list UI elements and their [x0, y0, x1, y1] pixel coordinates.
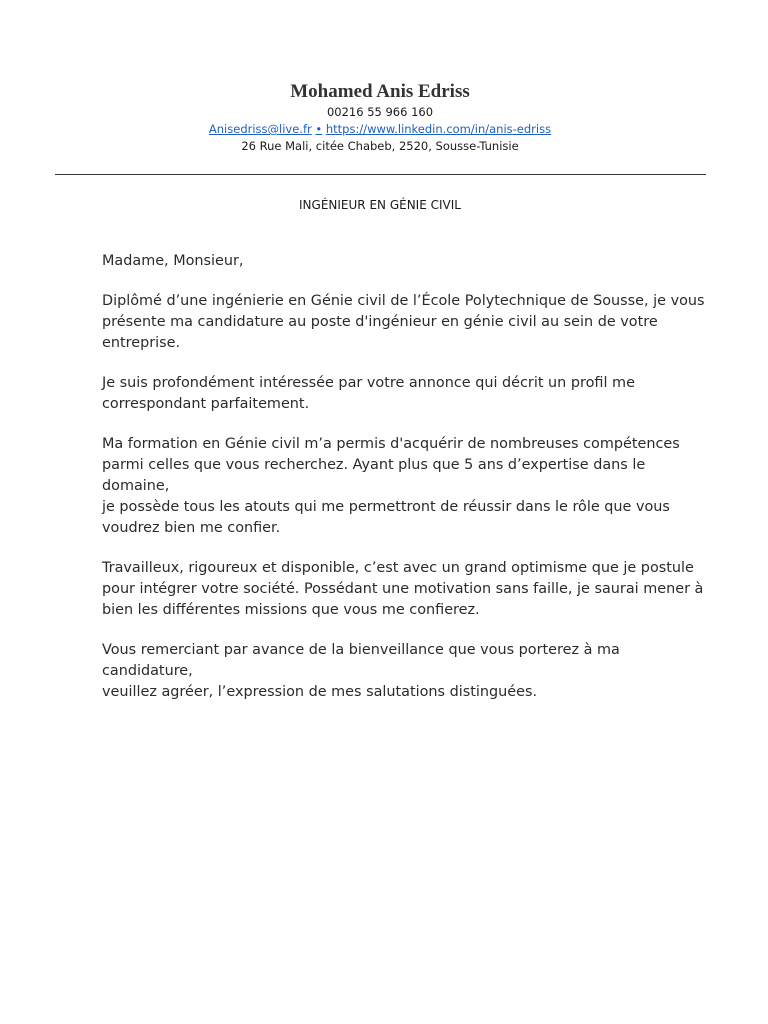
salutation: Madame, Monsieur,	[102, 253, 244, 269]
sender-phone: 00216 55 966 160	[326, 105, 434, 119]
sender-address: 26 Rue Mali, citée Chabeb, 2520, Sousse-Tunisie	[241, 139, 519, 153]
paragraph-training: Ma formation en Génie civil m’a permis d'acquérir de nombreuses compétences parmi celles que vous recherchez. Ayant plus que 5 ans d’expertise dans le domaine, je possède tous les atouts qui me permettront de réussir dans le rôle que vous voudrez bien me confier.	[102, 436, 680, 536]
email-link[interactable]: Anisedriss@live.fr	[208, 122, 312, 136]
sender-online-contacts	[0, 121, 760, 138]
sender-name: Mohamed Anis Edriss	[290, 81, 470, 102]
letter-body	[102, 251, 712, 722]
paragraph-qualities: Travailleux, rigoureux et disponible, c’est avec un grand optimisme que je postule pour intégrer votre société. Possédant une motivation sans faille, je saurai mener à bien les différentes missions que vous me confierez.	[102, 560, 704, 618]
paragraph-intro: Diplômé d’une ingénierie en Génie civil de l’École Polytechnique de Sousse, je vous présente ma candidature au poste d'ingénieur en génie civil au sein de votre entreprise.	[102, 293, 705, 351]
header-divider	[55, 174, 706, 175]
bullet-separator: •	[315, 122, 323, 136]
linkedin-link[interactable]: https://www.linkedin.com/in/anis-edriss	[325, 122, 552, 136]
paragraph-interest: Je suis profondément intéressée par votre annonce qui décrit un profil me correspondant parfaitement.	[102, 375, 635, 412]
letter-header	[0, 80, 760, 155]
paragraph-closing: Vous remerciant par avance de la bienveillance que vous porterez à ma candidature, veuillez agréer, l’expression de mes salutations distinguées.	[102, 642, 620, 700]
job-title: INGÉNIEUR EN GÉNIE CIVIL	[299, 198, 461, 212]
